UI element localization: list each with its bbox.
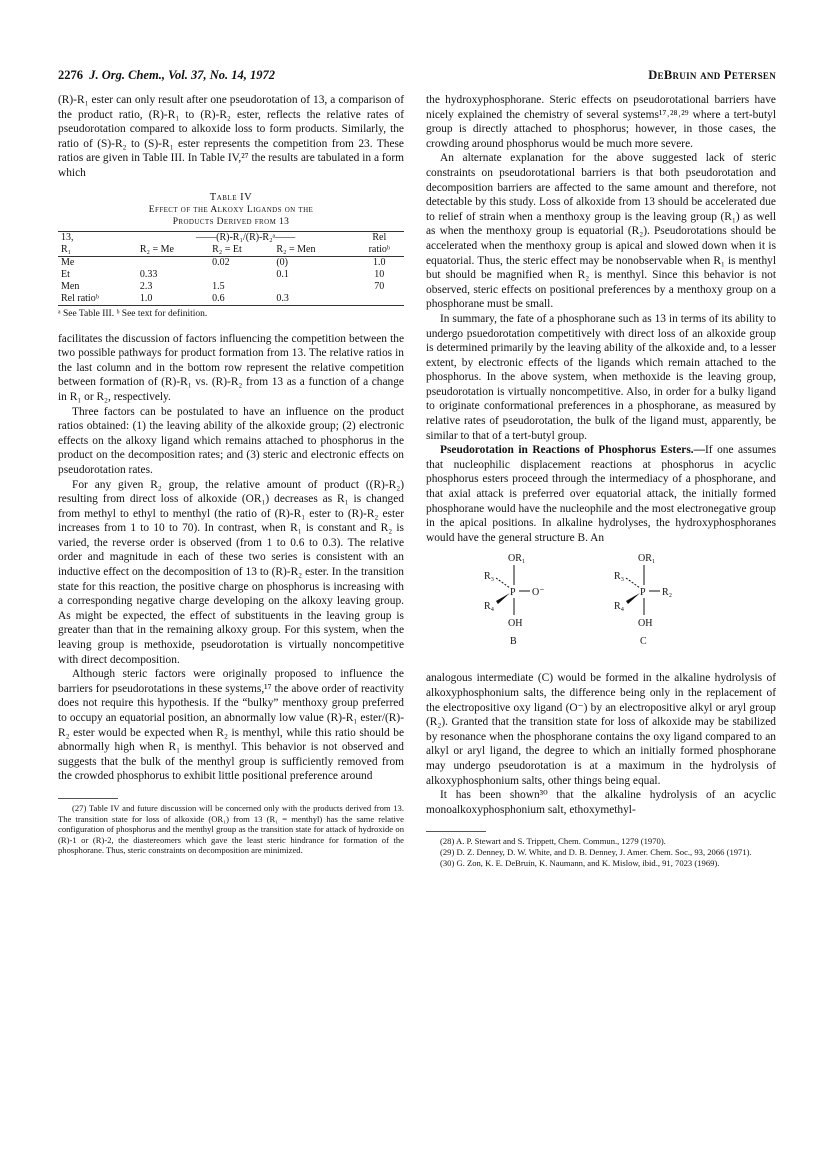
c-r3: R₃ [614, 571, 625, 583]
col-head-men: R₂ = Men [276, 243, 316, 255]
journal-citation: J. Org. Chem., Vol. 37, No. 14, 1972 [89, 68, 276, 82]
cell: 1.5 [212, 280, 225, 292]
cell: 1.0 [137, 293, 209, 306]
right-paragraph-3: In summary, the fate of a phosphorane such as 13 in terms of its ability to undergo psuedorotation competitively with direct loss of an alkoxide group is determined primarily by the leaving ability of the alkoxide and, to a lesser extent, by electronic effects of the ligands which remain attached to the phosphorus. In the above system, when methoxide is the leaving group, pseudorotation is virtually noncompetitive. Also, in order for a bulky ligand to originate conformational preferences in a phosphorane, as measured by relative rates of pseudorotation, the bulk of the ligand must, apparently, be similar to that of a tert-butyl group. [426, 312, 776, 442]
table-title: Table IV [209, 191, 253, 203]
page-header [58, 68, 776, 86]
section-heading: Pseudorotation in Reactions of Phosphorus Esters.— [440, 444, 705, 457]
cell [209, 269, 273, 281]
span-head-label: (R)-R₁/(R)-R₂ᵃ [216, 231, 276, 243]
right-paragraph-1: the hydroxyphosphorane. Steric effects on pseudorotational barriers have nicely explained the chemistry of several systems¹⁷˒²⁸˒²⁹ where a tert-butyl group is directly attached to phosphorus; however, in those cases, the crowding around phosphorus would be much more severe. [426, 94, 776, 150]
b-r3: R₃ [484, 571, 495, 583]
cell: 0.3 [273, 293, 354, 306]
col-head-et: R₂ = Et [212, 243, 242, 255]
b-label: B [510, 636, 517, 648]
c-r2: R₂ [662, 587, 673, 599]
table-subtitle-2: Products Derived from 13 [172, 216, 290, 227]
cell: 0.6 [209, 293, 273, 306]
left-paragraph-5: Although steric factors were originally proposed to influence the barriers for pseudorotations in these systems,¹⁷ the above order of reactivity does not require this hypothesis. If the “bulky” menthoxy group preferred to occupy an equatorial position, an abnormally low value (R)-R₁ ester/(R)-R₂ ester would be expected when R₂ is menthyl, while this ratio should be abnormally high when R₁ is menthyl. This behavior is not observed and suggests that the bulk of the menthyl group is sufficiently removed from the crowded phosphorus to exhibit little positional preference around [58, 668, 404, 783]
c-p: P [640, 587, 646, 599]
right-paragraph-4 [426, 443, 776, 545]
right-paragraph-2: An alternate explanation for the above suggested lack of steric constraints on pseudorotational barriers is that both pseudorotation and decomposition barriers are affected to the same amount and therefore, not detectable by this study. Loss of alkoxide from 13 should be accelerated due to relief of strain when a menthoxy group is the leaving group (R₁) as well as when the menthoxy group is equatorial (R₂). Pseudorotations should be accelerated when the menthoxy group is apical and slowed down when it is equatorial. Thus, the steric effect may be nonobservable when R₁ is menthyl but should be magnified when R₂ is menthyl. Since this behavior is not observed, steric effects on positional preferences by a menthoxy group on a phosphorane must be small. [426, 152, 776, 311]
footnote-rule-right [426, 831, 486, 832]
c-label: C [640, 636, 647, 648]
b-p: P [510, 587, 516, 599]
table-row [58, 269, 404, 281]
header-left [58, 68, 275, 83]
cell: 10 [374, 268, 385, 280]
table-row [58, 281, 404, 293]
c-r4: R₄ [614, 601, 625, 613]
right-column [426, 93, 776, 868]
structure-b [484, 553, 545, 647]
page-number: 2276 [58, 68, 83, 82]
col-head-13: 13, [58, 231, 137, 244]
cell: 0.02 [209, 256, 273, 269]
b-r4: R₄ [484, 601, 495, 613]
row-label: Men [61, 280, 80, 292]
left-paragraph-3: Three factors can be postulated to have an influence on the product ratios obtained: (1) the leaving ability of the alkoxide group; (2) electronic effects on the alkoxy ligand which remains attached to phosphorus in the product on the decomposition rates; and (3) steric and electronic effects on pseudorotation rates. [58, 405, 404, 476]
col-head-me: R₂ = Me [139, 243, 174, 255]
structure-c [614, 553, 672, 647]
table-footnote: ᵃ See Table III. ᵇ See text for definition. [58, 308, 208, 319]
cell: 70 [374, 280, 385, 292]
b-o-minus: O⁻ [532, 587, 545, 599]
footnote-30: (30) G. Zon, K. E. DeBruin, K. Naumann, and K. Mislow, ibid., 91, 7023 (1969). [440, 857, 720, 868]
table-iv-grid [58, 231, 404, 306]
cell [355, 293, 404, 306]
row-label: Et [61, 268, 70, 280]
structures-b-c [426, 551, 776, 663]
left-paragraph-2: facilitates the discussion of factors influencing the competition between the two possible pathways for product formation from 13. The relative ratios in the last column and in the bottom row represent the relative competition between formation of (R)-R₁ vs. (R)-R₂ from 13 as a function of a change in R₁ or R₂, respectively. [58, 332, 404, 403]
cell: 0.1 [276, 268, 289, 280]
row-label: Me [58, 256, 137, 269]
footnote-29: (29) D. Z. Denney, D. W. White, and D. B. Denney, J. Amer. Chem. Soc., 93, 2066 (1971). [440, 846, 752, 857]
left-paragraph-1: (R)-R₁ ester can only result after one pseudorotation of 13, a comparison of the product ratio, (R)-R₁ to (R)-R₂ ester, reflects the relative rates of pseudorotation compared to alkoxide loss to form products. Similarly, the ratio of (S)-R₂ to (S)-R₁ ester represents the competition from 23. These ratios are given in Table III. In Table IV,²⁷ the results are tabulated in a form which [58, 94, 404, 179]
table-subtitle-1: Effect of the Alkoxy Ligands on the [148, 204, 314, 215]
cell: 1.0 [355, 256, 404, 269]
cell [273, 281, 354, 293]
c-oh: OH [638, 618, 653, 630]
structure-diagram [426, 551, 776, 663]
cell: 0.33 [139, 268, 158, 280]
table-row [58, 293, 404, 306]
row-label: Rel ratioᵇ [58, 293, 137, 306]
footnote-rule [58, 798, 118, 799]
footnote-28: (28) A. P. Stewart and S. Trippett, Chem. Commun., 1279 (1970). [440, 836, 666, 847]
table-iv [58, 191, 404, 320]
table-row [58, 256, 404, 269]
right-paragraph-5: analogous intermediate (C) would be formed in the alkaline hydrolysis of alkoxyphosphonium salts, the difference being only in the replacement of the electropositive oxy ligand (O⁻) by an electropositive alkyl or aryl group (R₂). Granted that the transition state for loss of alkoxide may be stabilized by resonance when the phosphorane contains the oxy ligand compared to an alkyl or aryl ligand, the degree to which an initially formed phosphorane may undergo pseudorotation is at a maximum in the hydrolysis of alkoxyphosphonium salts, other things being equal. [426, 672, 776, 787]
cell: 2.3 [139, 280, 153, 292]
running-authors: DeBruin and Petersen [648, 68, 776, 82]
col-head-rel: Rel [355, 231, 404, 244]
left-column [58, 93, 404, 856]
b-oh: OH [508, 618, 523, 630]
col-head-r1: R₁ [61, 243, 72, 255]
footnote-27: (27) Table IV and future discussion will be concerned only with the products derived from 13. The transition state for loss of alkoxide (OR₁) from 13 (R₁ = menthyl) has the same relative configuration of phosphorus and the menthyl group as the transition state for attack of hydroxide on (R)-1 or (R)-2, the diastereomers which gave the least steric hindrance for formation of the phosphorane. Thus, steric constraints on decomposition are minimized. [58, 802, 404, 856]
b-or1: OR₁ [508, 553, 526, 565]
section-text: If one assumes that nucleophilic displacement reactions at phosphorus in acyclic phosphorus esters proceed through the intermediacy of a phosphorane, and that axial attack is preferred over equatorial attack, the initially formed phosphorane would have the nucleophile and the most electronegative group in the apical positions. In alkaline hydrolyses, the hydroxyphosphoranes would have the general structure B. An [426, 444, 776, 544]
cell [137, 256, 209, 269]
cell: (0) [273, 256, 354, 269]
col-head-span: ——(R)-R₁/(R)-R₂ᵃ—— [137, 231, 355, 244]
col-head-ratio: ratioᵇ [368, 243, 390, 255]
left-paragraph-4: For any given R₂ group, the relative amount of product ((R)-R₂) resulting from direct loss of alkoxide (OR₁) decreases as R₁ is changed from methyl to ethyl to menthyl (the ratio of (R)-R₁ ester to (R)-R₂ ester increases from 1 to 10 to 70). In contrast, when R₁ is constant and R₂ is varied, the reverse order is observed (from 1 to 0.6 to 0.3). The relative order and magnitude in each of these two series is consistent with an inductive effect on the decomposition of 13 to (R)-R₂ ester. In the transition state for this reaction, the positive charge on phosphorus is increasing with a corresponding negative charge developing on the alkoxy leaving group. As might be expected, the effect of substituents in the leaving group is greater than that in the remaining alkoxy group. For this system, when the leaving group is methoxide, pseudorotation is virtually noncompetitive with direct decomposition. [58, 478, 404, 666]
c-or1: OR₁ [638, 553, 656, 565]
right-paragraph-6: It has been shown³⁰ that the alkaline hydrolysis of an acyclic monoalkoxyphosphonium salt, ethoxymethyl- [426, 789, 776, 816]
